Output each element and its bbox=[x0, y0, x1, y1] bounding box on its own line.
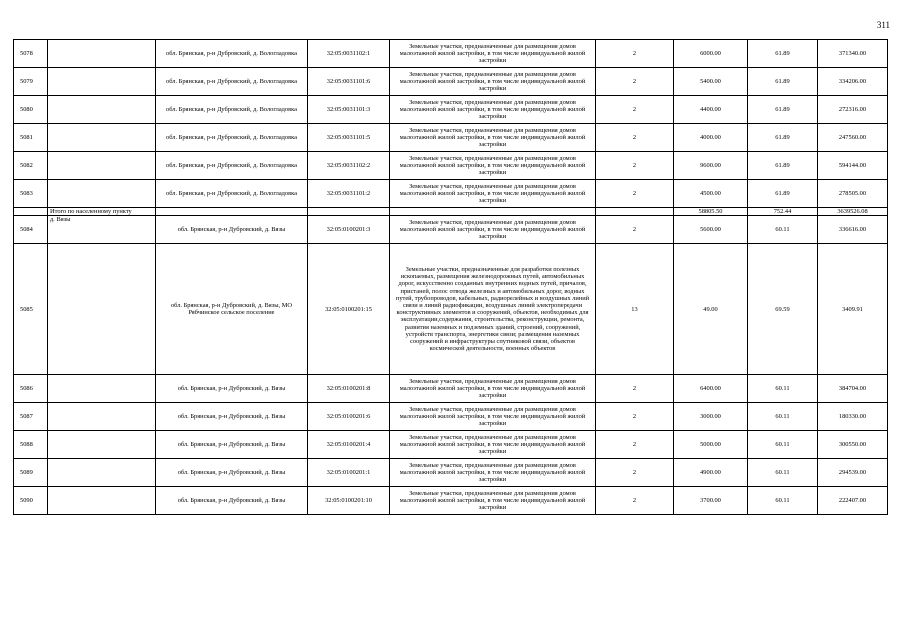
record-number: 5090 bbox=[14, 487, 48, 515]
table-row bbox=[14, 375, 888, 403]
permitted-use: Земельные участки, предназначенные для размещения домов малоэтажной жилой застройки, в том числе индивидуальной жилой застройки bbox=[390, 459, 596, 487]
table-row bbox=[14, 96, 888, 124]
subtotal-group-cell bbox=[596, 208, 674, 216]
settlement-name bbox=[48, 487, 156, 515]
subtotal-row bbox=[14, 208, 888, 216]
cadastral-value: 3409.91 bbox=[818, 244, 888, 375]
address-cell: обл. Брянская, р-н Дубровский, д. Вязы bbox=[156, 375, 308, 403]
table-row bbox=[14, 68, 888, 96]
cadastral-number: 32:05:0031101:5 bbox=[308, 124, 390, 152]
permitted-use: Земельные участки, предназначенные для размещения домов малоэтажной жилой застройки, в том числе индивидуальной жилой застройки bbox=[390, 152, 596, 180]
cadastral-number: 32:05:0100201:1 bbox=[308, 459, 390, 487]
subtotal-address-cell bbox=[156, 208, 308, 216]
table-row bbox=[14, 244, 888, 375]
record-number: 5089 bbox=[14, 459, 48, 487]
address-cell: обл. Брянская, р-н Дубровский, д. Вологладовка bbox=[156, 68, 308, 96]
land-area: 6400.00 bbox=[674, 375, 748, 403]
cadastral-value: 384704.00 bbox=[818, 375, 888, 403]
specific-value: 61.89 bbox=[748, 152, 818, 180]
cadastral-number: 32:05:0100201:10 bbox=[308, 487, 390, 515]
address-cell: обл. Брянская, р-н Дубровский, д. Вологладовка bbox=[156, 96, 308, 124]
cadastral-value: 336616.00 bbox=[818, 216, 888, 244]
table-row bbox=[14, 180, 888, 208]
settlement-name bbox=[48, 40, 156, 68]
permitted-use: Земельные участки, предназначенные для размещения домов малоэтажной жилой застройки, в том числе индивидуальной жилой застройки bbox=[390, 403, 596, 431]
settlement-name: д. Вязы bbox=[48, 216, 156, 244]
table-row bbox=[14, 216, 888, 244]
cadastral-value: 334206.00 bbox=[818, 68, 888, 96]
table-row bbox=[14, 40, 888, 68]
cadastral-number: 32:05:0100201:8 bbox=[308, 375, 390, 403]
cadastral-value: 294539.00 bbox=[818, 459, 888, 487]
record-number: 5087 bbox=[14, 403, 48, 431]
settlement-name bbox=[48, 459, 156, 487]
address-cell: обл. Брянская, р-н Дубровский, д. Вязы bbox=[156, 216, 308, 244]
land-area: 4900.00 bbox=[674, 459, 748, 487]
use-group: 2 bbox=[596, 68, 674, 96]
cadastral-number: 32:05:0031102:2 bbox=[308, 152, 390, 180]
specific-value: 60.11 bbox=[748, 375, 818, 403]
record-number: 5083 bbox=[14, 180, 48, 208]
land-area: 49.00 bbox=[674, 244, 748, 375]
specific-value: 69.59 bbox=[748, 244, 818, 375]
record-number: 5081 bbox=[14, 124, 48, 152]
land-area: 9600.00 bbox=[674, 152, 748, 180]
record-number: 5078 bbox=[14, 40, 48, 68]
land-registry-table bbox=[13, 39, 888, 515]
use-group: 2 bbox=[596, 431, 674, 459]
cadastral-value: 371340.00 bbox=[818, 40, 888, 68]
use-group: 2 bbox=[596, 96, 674, 124]
cadastral-value: 272316.00 bbox=[818, 96, 888, 124]
record-number: 5085 bbox=[14, 244, 48, 375]
cadastral-number: 32:05:0100201:3 bbox=[308, 216, 390, 244]
address-cell: обл. Брянская, р-н Дубровский, д. Вязы bbox=[156, 431, 308, 459]
cadastral-number: 32:05:0100201:15 bbox=[308, 244, 390, 375]
use-group: 2 bbox=[596, 40, 674, 68]
cadastral-value: 300550.00 bbox=[818, 431, 888, 459]
address-cell: обл. Брянская, р-н Дубровский, д. Вязы bbox=[156, 487, 308, 515]
specific-value: 61.89 bbox=[748, 124, 818, 152]
record-number: 5086 bbox=[14, 375, 48, 403]
land-area: 6000.00 bbox=[674, 40, 748, 68]
land-area: 5400.00 bbox=[674, 68, 748, 96]
use-group: 2 bbox=[596, 375, 674, 403]
land-area: 5000.00 bbox=[674, 431, 748, 459]
subtotal-rate: 752.44 bbox=[748, 208, 818, 216]
permitted-use: Земельные участки, предназначенные для размещения домов малоэтажной жилой застройки, в том числе индивидуальной жилой застройки bbox=[390, 487, 596, 515]
land-area: 4400.00 bbox=[674, 96, 748, 124]
address-cell: обл. Брянская, р-н Дубровский, д. Вязы, МО Рябчинское сельское поселение bbox=[156, 244, 308, 375]
use-group: 13 bbox=[596, 244, 674, 375]
table-body-bottom bbox=[14, 216, 888, 515]
permitted-use: Земельные участки, предназначенные для размещения домов малоэтажной жилой застройки, в том числе индивидуальной жилой застройки bbox=[390, 180, 596, 208]
page-number: 311 bbox=[876, 20, 890, 30]
table-row bbox=[14, 487, 888, 515]
use-group: 2 bbox=[596, 459, 674, 487]
cadastral-number: 32:05:0031102:1 bbox=[308, 40, 390, 68]
table-row bbox=[14, 152, 888, 180]
address-cell: обл. Брянская, р-н Дубровский, д. Вологладовка bbox=[156, 180, 308, 208]
land-area: 5600.00 bbox=[674, 216, 748, 244]
permitted-use: Земельные участки, предназначенные для размещения домов малоэтажной жилой застройки, в том числе индивидуальной жилой застройки bbox=[390, 96, 596, 124]
cadastral-number: 32:05:0031101:3 bbox=[308, 96, 390, 124]
cadastral-value: 180330.00 bbox=[818, 403, 888, 431]
specific-value: 61.89 bbox=[748, 96, 818, 124]
address-cell: обл. Брянская, р-н Дубровский, д. Вязы bbox=[156, 403, 308, 431]
address-cell: обл. Брянская, р-н Дубровский, д. Вязы bbox=[156, 459, 308, 487]
table-body-top bbox=[14, 40, 888, 208]
table-row bbox=[14, 124, 888, 152]
land-area: 4000.00 bbox=[674, 124, 748, 152]
land-area: 3700.00 bbox=[674, 487, 748, 515]
cadastral-number: 32:05:0031101:6 bbox=[308, 68, 390, 96]
table-row bbox=[14, 403, 888, 431]
cadastral-value: 278505.00 bbox=[818, 180, 888, 208]
settlement-name bbox=[48, 96, 156, 124]
table-row bbox=[14, 431, 888, 459]
settlement-name bbox=[48, 431, 156, 459]
subtotal-label: Итого по населенному пункту bbox=[48, 208, 156, 216]
permitted-use: Земельные участки, предназначенные для размещения домов малоэтажной жилой застройки, в том числе индивидуальной жилой застройки bbox=[390, 68, 596, 96]
record-number: 5082 bbox=[14, 152, 48, 180]
permitted-use: Земельные участки, предназначенные для размещения домов малоэтажной жилой застройки, в том числе индивидуальной жилой застройки bbox=[390, 375, 596, 403]
settlement-name bbox=[48, 403, 156, 431]
specific-value: 60.11 bbox=[748, 431, 818, 459]
cadastral-number: 32:05:0031101:2 bbox=[308, 180, 390, 208]
subtotal-cadastral-cell bbox=[308, 208, 390, 216]
subtotal-use-cell bbox=[390, 208, 596, 216]
address-cell: обл. Брянская, р-н Дубровский, д. Вологладовка bbox=[156, 124, 308, 152]
settlement-name bbox=[48, 375, 156, 403]
record-number: 5088 bbox=[14, 431, 48, 459]
land-area: 4500.00 bbox=[674, 180, 748, 208]
settlement-name bbox=[48, 152, 156, 180]
record-number: 5084 bbox=[14, 216, 48, 244]
settlement-name bbox=[48, 244, 156, 375]
specific-value: 61.89 bbox=[748, 180, 818, 208]
permitted-use: Земельные участки, предназначенные для размещения домов малоэтажной жилой застройки, в том числе индивидуальной жилой застройки bbox=[390, 40, 596, 68]
use-group: 2 bbox=[596, 216, 674, 244]
record-number: 5080 bbox=[14, 96, 48, 124]
land-area: 3000.00 bbox=[674, 403, 748, 431]
permitted-use: Земельные участки, предназначенные для размещения домов малоэтажной жилой застройки, в том числе индивидуальной жилой застройки bbox=[390, 216, 596, 244]
specific-value: 60.11 bbox=[748, 216, 818, 244]
subtotal-num-cell bbox=[14, 208, 48, 216]
use-group: 2 bbox=[596, 403, 674, 431]
settlement-name bbox=[48, 68, 156, 96]
permitted-use: Земельные участки, предназначенные для размещения домов малоэтажной жилой застройки, в том числе индивидуальной жилой застройки bbox=[390, 431, 596, 459]
address-cell: обл. Брянская, р-н Дубровский, д. Вологладовка bbox=[156, 40, 308, 68]
specific-value: 60.11 bbox=[748, 403, 818, 431]
subtotal-section bbox=[14, 208, 888, 216]
cadastral-value: 222407.00 bbox=[818, 487, 888, 515]
specific-value: 61.89 bbox=[748, 40, 818, 68]
cadastral-number: 32:05:0100201:6 bbox=[308, 403, 390, 431]
settlement-name bbox=[48, 124, 156, 152]
use-group: 2 bbox=[596, 180, 674, 208]
use-group: 2 bbox=[596, 152, 674, 180]
cadastral-number: 32:05:0100201:4 bbox=[308, 431, 390, 459]
subtotal-value: 3639526.08 bbox=[818, 208, 888, 216]
permitted-use: Земельные участки, предназначенные для размещения домов малоэтажной жилой застройки, в том числе индивидуальной жилой застройки bbox=[390, 124, 596, 152]
specific-value: 60.11 bbox=[748, 487, 818, 515]
use-group: 2 bbox=[596, 124, 674, 152]
address-cell: обл. Брянская, р-н Дубровский, д. Вологладовка bbox=[156, 152, 308, 180]
subtotal-area: 58805.50 bbox=[674, 208, 748, 216]
use-group: 2 bbox=[596, 487, 674, 515]
specific-value: 61.89 bbox=[748, 68, 818, 96]
permitted-use: Земельные участки, предназначенные для разработки полезных ископаемых, размещения железнодорожных путей, автомобильных дорог, искусственно созданных внутренних водных путей, причалов, пристаней, полос отвода железных и автомобильных дорог, водных путей, трубопроводов, кабельных, радиорелейных и воздушных линий связи и линий радиофикации, воздушных линий электропередачи конструктивных элементов и сооружений, объектов, необходимых для эксплуатации,содержания, строительства, реконструкции, ремонта, развития наземных и подземных зданий, строений, сооружений, устройств транспорта, энергетики связи; размещения наземных сооружений и инфраструктуры спутниковой связи, объектов космической деятельности, военных объектов bbox=[390, 244, 596, 375]
specific-value: 60.11 bbox=[748, 459, 818, 487]
record-number: 5079 bbox=[14, 68, 48, 96]
cadastral-value: 247560.00 bbox=[818, 124, 888, 152]
settlement-name bbox=[48, 180, 156, 208]
table-row bbox=[14, 459, 888, 487]
cadastral-value: 594144.00 bbox=[818, 152, 888, 180]
